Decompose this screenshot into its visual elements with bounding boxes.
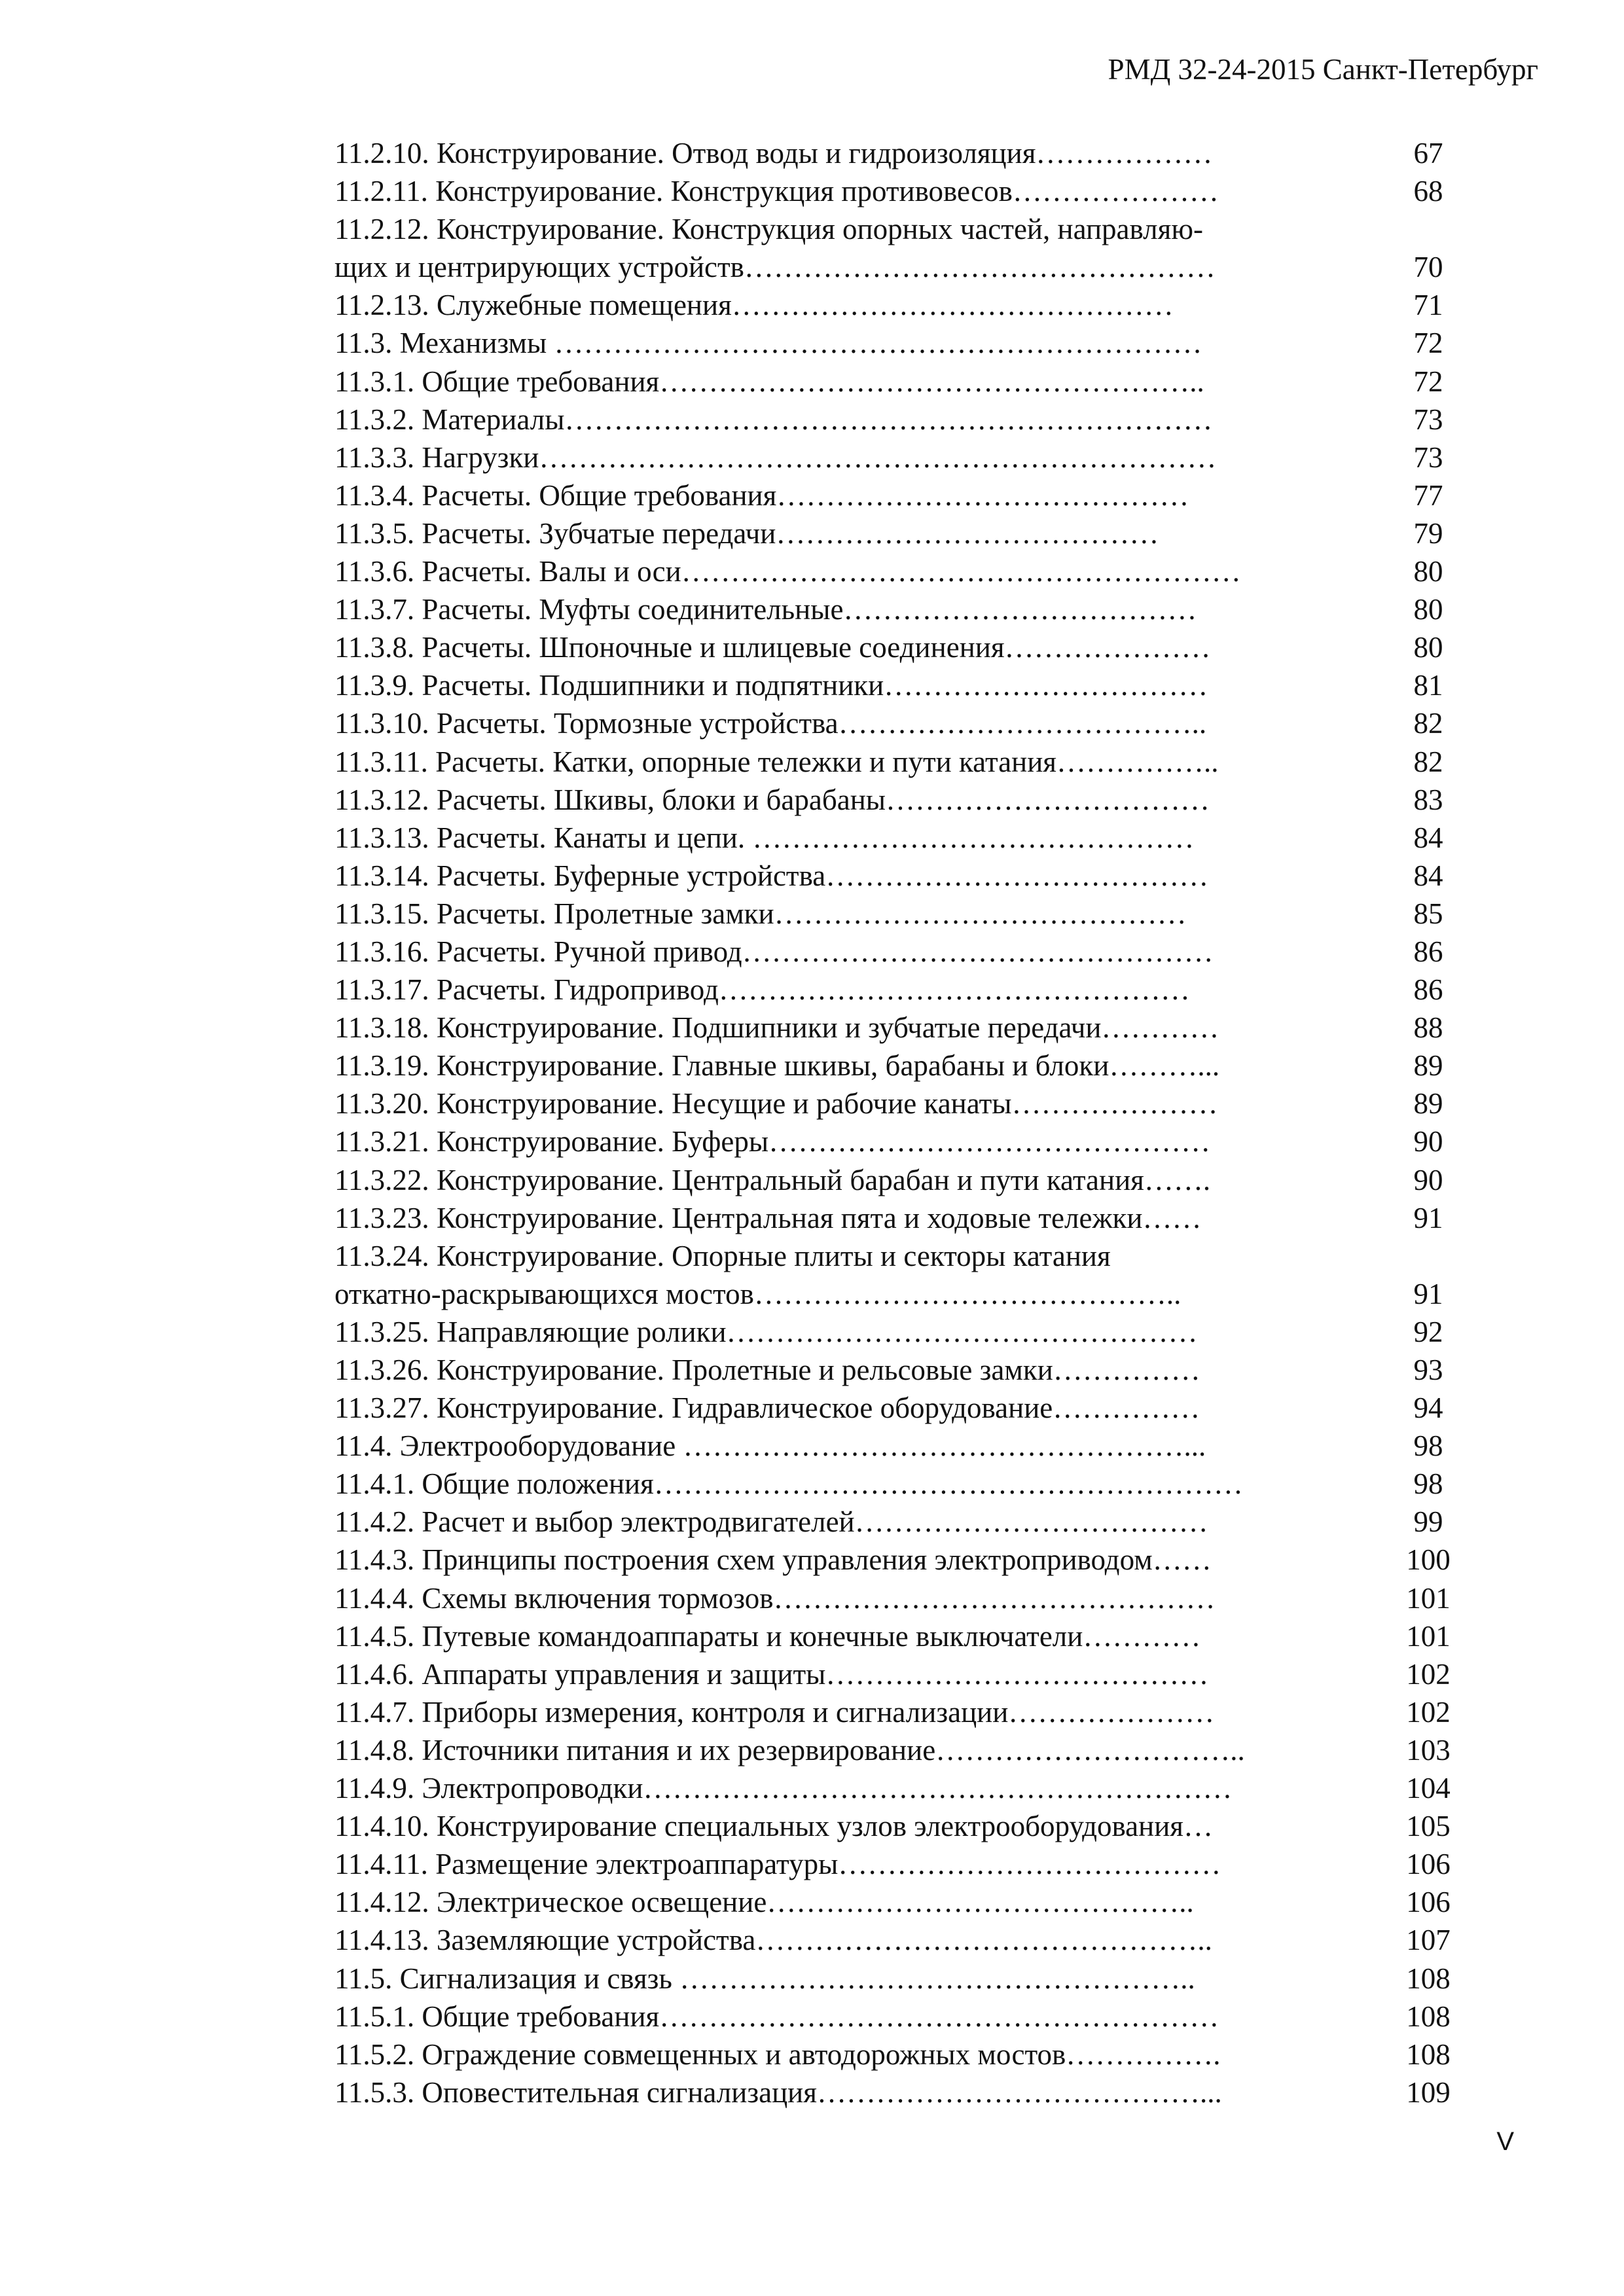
toc-entry-title: 11.4.6. Аппараты управления и защиты………………………………… (334, 1657, 1209, 1691)
toc-entry-title: 11.3.4. Расчеты. Общие требования…………………………………… (334, 478, 1189, 512)
toc-entry-title: 11.4.12. Электрическое освещение…………………………………….. (334, 1886, 1194, 1919)
toc-entry-title: 11.3.25. Направляющие ролики………………………………………… (334, 1315, 1198, 1348)
toc-entry-title: 11.3.8. Расчеты. Шпоночные и шлицевые соединения………………… (334, 631, 1211, 664)
toc-entry-title: 11.2.12. Конструирование. Конструкция опорных частей, направляю- (334, 213, 1203, 246)
toc-entry-page: 108 (1406, 1962, 1451, 1995)
toc-entry (334, 1845, 1454, 1883)
toc-entry (334, 1617, 1454, 1655)
toc-entry (334, 1161, 1454, 1199)
toc-entry-title: 11.3.15. Расчеты. Пролетные замки…………………………………… (334, 897, 1187, 930)
toc-entry-page: 91 (1413, 1277, 1443, 1310)
toc-entry-page: 72 (1413, 365, 1443, 398)
toc-entry (334, 666, 1454, 704)
toc-entry-title: 11.3.5. Расчеты. Зубчатые передачи………………………………… (334, 516, 1159, 550)
table-of-contents (334, 134, 1454, 2111)
toc-entry (334, 1085, 1454, 1122)
toc-entry-page: 77 (1413, 478, 1443, 512)
toc-entry-page: 101 (1406, 1581, 1451, 1615)
toc-entry (334, 1541, 1454, 1579)
toc-entry (334, 286, 1454, 324)
toc-entry-title: 11.3.22. Конструирование. Центральный барабан и пути катания……. (334, 1163, 1211, 1196)
toc-entry-title: 11.3.16. Расчеты. Ручной привод………………………………………… (334, 935, 1214, 968)
toc-entry (334, 1122, 1454, 1160)
toc-entry-page: 108 (1406, 2000, 1451, 2033)
toc-entry (334, 1275, 1454, 1313)
toc-entry (334, 781, 1454, 819)
toc-entry-page: 84 (1413, 859, 1443, 892)
toc-entry (334, 857, 1454, 895)
toc-entry-title: 11.5.2. Ограждение совмещенных и автодорожных мостов……………. (334, 2037, 1221, 2071)
toc-entry-page: 93 (1413, 1354, 1443, 1386)
toc-entry (334, 1998, 1454, 2036)
toc-entry (334, 324, 1454, 362)
toc-entry-title: 11.4.13. Заземляющие устройства……………………………………….. (334, 1924, 1212, 1957)
toc-entry (334, 1960, 1454, 1998)
toc-entry (334, 2036, 1454, 2073)
toc-entry-page: 86 (1413, 973, 1443, 1007)
toc-entry-title: 11.4.11. Размещение электроаппаратуры………………………………… (334, 1848, 1221, 1881)
toc-entry (334, 248, 1454, 286)
toc-entry-page: 106 (1406, 1886, 1451, 1919)
toc-entry-page: 88 (1413, 1011, 1443, 1045)
toc-entry (334, 1047, 1454, 1085)
toc-entry-title: 11.5.3. Оповестительная сигнализация…………………………………... (334, 2075, 1222, 2109)
toc-entry (334, 210, 1454, 248)
toc-entry-page: 91 (1413, 1201, 1443, 1234)
toc-entry (334, 1579, 1454, 1617)
toc-entry-title: 11.3.10. Расчеты. Тормозные устройства……………………………….. (334, 707, 1207, 740)
toc-entry (334, 1655, 1454, 1693)
toc-entry-page: 68 (1413, 175, 1443, 208)
toc-entry-page: 100 (1406, 1543, 1451, 1577)
toc-entry (334, 476, 1454, 514)
toc-entry-page: 108 (1406, 2037, 1451, 2071)
toc-entry-title: 11.4.3. Принципы построения схем управления электроприводом…… (334, 1543, 1212, 1577)
toc-entry-title: 11.5. Сигнализация и связь …………………………………………….. (334, 1962, 1195, 1995)
toc-entry-page: 67 (1413, 137, 1443, 170)
toc-entry (334, 363, 1454, 401)
toc-entry-page: 82 (1413, 707, 1443, 740)
toc-entry (334, 1313, 1454, 1351)
toc-entry-page: 72 (1413, 327, 1443, 360)
toc-entry-page: 73 (1413, 440, 1443, 474)
toc-entry (334, 704, 1454, 742)
toc-entry (334, 1731, 1454, 1769)
toc-entry-page: 80 (1413, 593, 1443, 626)
toc-entry-page: 90 (1413, 1163, 1443, 1196)
toc-entry-page: 89 (1413, 1049, 1443, 1083)
toc-entry-title: 11.4.10. Конструирование специальных узлов электрооборудования… (334, 1810, 1213, 1843)
toc-entry (334, 933, 1454, 971)
toc-entry (334, 1921, 1454, 1959)
toc-entry-page: 109 (1406, 2075, 1451, 2109)
toc-entry-page: 98 (1413, 1429, 1443, 1463)
toc-entry-page: 102 (1406, 1657, 1451, 1691)
toc-entry-page: 84 (1413, 821, 1443, 854)
toc-entry-title: 11.3.17. Расчеты. Гидропривод………………………………………… (334, 973, 1190, 1007)
toc-entry-title: 11.4.4. Схемы включения тормозов……………………………………… (334, 1581, 1216, 1615)
toc-entry-title: 11.3.3. Нагрузки…………………………………………………………… (334, 440, 1217, 474)
toc-entry-page: 90 (1413, 1125, 1443, 1158)
toc-entry (334, 1351, 1454, 1389)
toc-entry-page: 82 (1413, 745, 1443, 778)
page-number: V (1496, 2127, 1514, 2156)
toc-entry-page: 89 (1413, 1087, 1443, 1121)
toc-entry (334, 401, 1454, 439)
toc-entry (334, 1237, 1454, 1275)
toc-entry (334, 1769, 1454, 1807)
toc-entry (334, 1807, 1454, 1845)
toc-entry (334, 895, 1454, 933)
toc-entry-page: 103 (1406, 1733, 1451, 1767)
toc-entry-page: 80 (1413, 555, 1443, 588)
document-header: РМД 32-24-2015 Санкт-Петербург (1108, 53, 1538, 86)
toc-entry-title: 11.3.26. Конструирование. Пролетные и рельсовые замки…………… (334, 1354, 1200, 1386)
toc-entry (334, 514, 1454, 552)
toc-entry (334, 819, 1454, 857)
toc-entry-page: 106 (1406, 1848, 1451, 1881)
toc-entry-page: 70 (1413, 251, 1443, 284)
toc-entry-title: 11.4.8. Источники питания и их резервирование………………………….. (334, 1733, 1245, 1767)
toc-entry-title: щих и центрирующих устройств………………………………………… (334, 251, 1216, 284)
toc-entry-page: 104 (1406, 1772, 1451, 1805)
toc-entry (334, 971, 1454, 1009)
toc-entry (334, 134, 1454, 172)
toc-entry-title: 11.3.12. Расчеты. Шкивы, блоки и барабаны…………………………… (334, 783, 1210, 816)
toc-entry-title: 11.3.6. Расчеты. Валы и оси………………………………………………… (334, 555, 1241, 588)
toc-entry (334, 1465, 1454, 1503)
toc-entry (334, 1009, 1454, 1047)
toc-entry-page: 105 (1406, 1810, 1451, 1843)
toc-entry-title: 11.3.24. Конструирование. Опорные плиты и секторы катания (334, 1239, 1111, 1272)
toc-entry-title: 11.2.11. Конструирование. Конструкция противовесов………………… (334, 175, 1219, 208)
toc-entry-title: 11.3.21. Конструирование. Буферы……………………………………… (334, 1125, 1211, 1158)
toc-entry-page: 99 (1413, 1505, 1443, 1539)
toc-entry-page: 80 (1413, 631, 1443, 664)
toc-entry-title: 11.3.2. Материалы………………………………………………………… (334, 403, 1213, 436)
toc-entry-page: 92 (1413, 1315, 1443, 1348)
toc-entry (334, 1389, 1454, 1427)
toc-entry-title: 11.4. Электрооборудование ……………………………………………... (334, 1429, 1206, 1463)
toc-entry (334, 1427, 1454, 1465)
toc-entry (334, 1503, 1454, 1541)
toc-entry-title: 11.4.2. Расчет и выбор электродвигателей……………………………… (334, 1505, 1208, 1539)
toc-entry-title: 11.4.9. Электропроводки…………………………………………………… (334, 1772, 1233, 1805)
toc-entry (334, 552, 1454, 590)
toc-entry-page: 86 (1413, 935, 1443, 968)
toc-entry-page: 83 (1413, 783, 1443, 816)
toc-entry-title: откатно-раскрывающихся мостов…………………………………….. (334, 1277, 1182, 1310)
toc-entry-page: 71 (1413, 289, 1443, 322)
toc-entry (334, 1883, 1454, 1921)
toc-entry-title: 11.3.20. Конструирование. Несущие и рабочие канаты………………… (334, 1087, 1218, 1121)
toc-entry-title: 11.3.19. Конструирование. Главные шкивы, барабаны и блоки………... (334, 1049, 1220, 1083)
toc-entry (334, 172, 1454, 210)
toc-entry-page: 98 (1413, 1467, 1443, 1501)
toc-entry-title: 11.3.18. Конструирование. Подшипники и зубчатые передачи………… (334, 1011, 1219, 1045)
toc-entry-page: 101 (1406, 1619, 1451, 1653)
toc-entry (334, 439, 1454, 476)
toc-entry (334, 743, 1454, 781)
toc-entry-title: 11.3.23. Конструирование. Центральная пята и ходовые тележки…… (334, 1201, 1202, 1234)
toc-entry-title: 11.2.10. Конструирование. Отвод воды и гидроизоляция……………… (334, 137, 1213, 170)
toc-entry-page: 81 (1413, 669, 1443, 702)
toc-entry-title: 11.3.9. Расчеты. Подшипники и подпятники…………………………… (334, 669, 1208, 702)
toc-entry-page: 85 (1413, 897, 1443, 930)
toc-entry-title: 11.2.13. Служебные помещения……………………………………… (334, 289, 1174, 322)
toc-entry-page: 73 (1413, 403, 1443, 436)
toc-entry (334, 1693, 1454, 1731)
toc-entry (334, 1199, 1454, 1237)
toc-entry-title: 11.3.27. Конструирование. Гидравлическое оборудование…………… (334, 1391, 1200, 1425)
toc-entry-title: 11.3.11. Расчеты. Катки, опорные тележки и пути катания…………….. (334, 745, 1219, 778)
toc-entry-title: 11.3.1. Общие требования……………………………………………….. (334, 365, 1204, 398)
toc-entry-title: 11.4.5. Путевые командоаппараты и конечные выключатели………… (334, 1619, 1201, 1653)
toc-entry-title: 11.3.13. Расчеты. Канаты и цепи. ……………………………………… (334, 821, 1195, 854)
toc-entry-title: 11.5.1. Общие требования………………………………………………… (334, 2000, 1219, 2033)
toc-entry-title: 11.4.7. Приборы измерения, контроля и сигнализации………………… (334, 1695, 1215, 1729)
toc-entry-page: 102 (1406, 1695, 1451, 1729)
toc-entry-page: 79 (1413, 516, 1443, 550)
toc-entry-title: 11.3.14. Расчеты. Буферные устройства………………………………… (334, 859, 1209, 892)
toc-entry-title: 11.4.1. Общие положения…………………………………………………… (334, 1467, 1243, 1501)
toc-entry (334, 2073, 1454, 2111)
toc-entry (334, 590, 1454, 628)
toc-entry-page: 94 (1413, 1391, 1443, 1425)
toc-entry-title: 11.3.7. Расчеты. Муфты соединительные……………………………… (334, 593, 1197, 626)
toc-entry-page: 107 (1406, 1924, 1451, 1957)
toc-entry (334, 628, 1454, 666)
toc-entry-title: 11.3. Механизмы ………………………………………………………… (334, 327, 1202, 360)
